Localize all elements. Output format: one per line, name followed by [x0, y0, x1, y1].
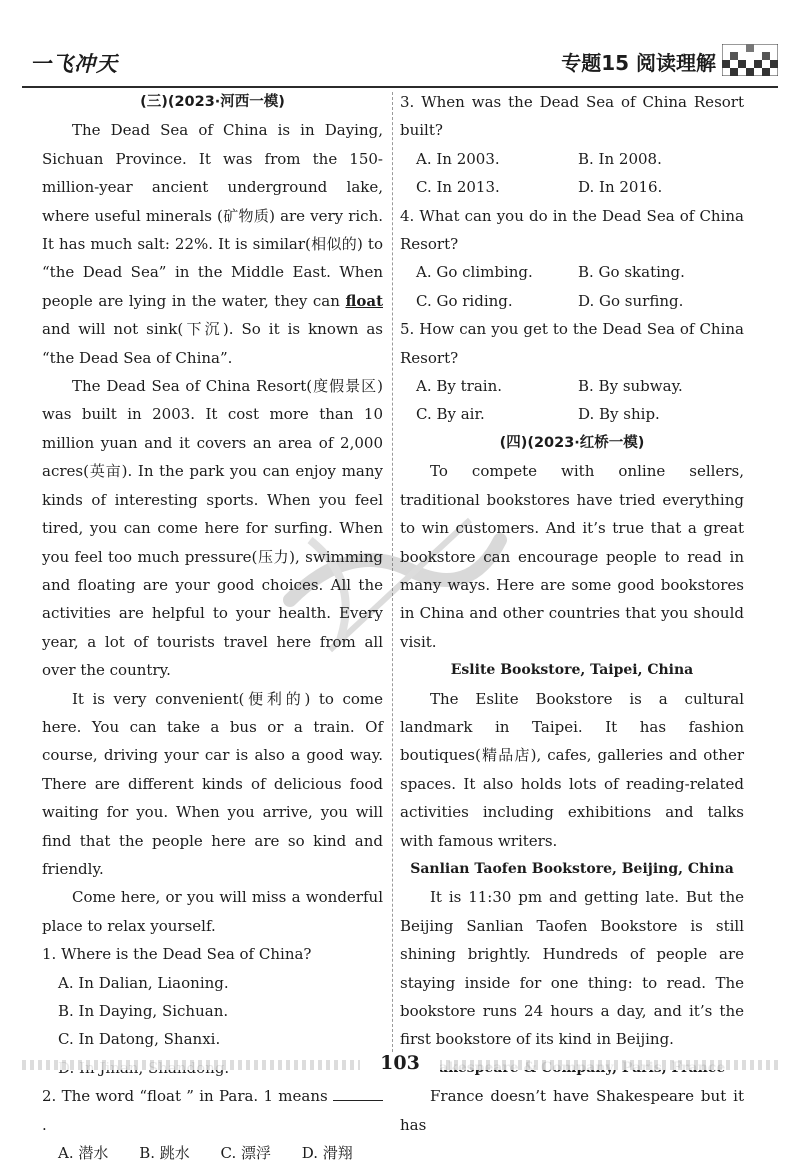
section-title: (四)(2023·红桥一模) [499, 434, 645, 451]
right-column [400, 88, 744, 1139]
question-4: 4. What can you do in the Dead Sea of China Resort? [400, 206, 744, 254]
subheading: Sanlian Taofen Bookstore, Beijing, China [410, 860, 734, 877]
brand-logo: 一飞冲天 [30, 52, 118, 76]
page-number: 103 [360, 1052, 440, 1074]
section-title: (三)(2023·河西一模) [140, 94, 285, 110]
passage-paragraph: France doesn’t have Shakespeare but it has [400, 1087, 744, 1134]
question-1: 1. Where is the Dead Sea of China? [42, 945, 312, 964]
left-column [42, 88, 383, 1167]
page-header [22, 38, 778, 86]
passage-paragraph: It is 11:30 pm and getting late. But the Beijing Sanlian Taofen Bookstore is still shining brightly. Hundreds of people are staying inside for one thing: to read. The bookstore runs 24 hours a day, and it’s the first bookstore of its kind in Beijing. [400, 888, 744, 1049]
passage-paragraph: Come here, or you will miss a wonderful place to relax yourself. [42, 888, 383, 935]
option: A. In 2003. [416, 149, 500, 168]
passage-paragraph: The Eslite Bookstore is a cultural landmark in Taipei. It has fashion boutiques(精品店), cafes, galleries and other spaces. It also holds lots of reading-related activities including exhibitions and talks with famous writers. [400, 689, 744, 850]
option: C. In 2013. [416, 178, 500, 197]
option: C. In Datong, Shanxi. [58, 1030, 221, 1049]
option: B. In Daying, Sichuan. [58, 1002, 229, 1020]
option: B. 跳水 [139, 1144, 190, 1163]
subheading: Eslite Bookstore, Taipei, China [450, 662, 694, 679]
option: C. Go riding. [416, 291, 513, 310]
question-5: 5. How can you get to the Dead Sea of China Resort? [400, 320, 744, 367]
options-row [416, 173, 744, 201]
underlined-word: float [345, 291, 383, 310]
option: A. Go climbing. [416, 263, 533, 282]
option: A. 潜水 [58, 1144, 109, 1163]
option: A. In Dalian, Liaoning. [58, 973, 229, 992]
passage-paragraph: The Dead Sea of China Resort(度假景区) was built in 2003. It cost more than 10 million yuan and it covers an area of 2,000 acres(英亩). In the park you can enjoy many kinds of interesting sports. When you feel tired, you can come here for surfing. When you feel too much pressure(压力), swimming and floating are your good choices. All the activities are helpful to your health. Every year, a lot of tourists travel here from all over the country. [42, 377, 383, 680]
checker-pattern-icon [722, 44, 778, 76]
passage-paragraph: The Dead Sea of China is in Daying, Sichuan Province. It was from the 150-million-year ancient underground lake, where useful minerals (矿物质) are very rich. It has much salt: 22%. It is similar(相似的) to “the Dead Sea” in the Middle East. When people are lying in the water, they can float and will not sink(下沉). So it is known as “the Dead Sea of China”. [42, 121, 383, 367]
question-3: 3. When was the Dead Sea of China Resort built? [400, 93, 744, 140]
topic-title: 专题15 阅读理解 [561, 51, 716, 75]
option: A. By train. [416, 377, 503, 396]
option: B. By subway. [578, 377, 683, 396]
option: B. In 2008. [578, 149, 662, 168]
passage-paragraph: It is very convenient(便利的) to come here. You can take a bus or a train. Of course, driving your car is also a good way. There are different kinds of delicious food waiting for you. When you arrive, you will find that the people here are so kind and friendly. [42, 689, 383, 878]
option: D. 滑翔 [301, 1144, 353, 1163]
option: C. By air. [416, 405, 485, 424]
option: B. Go skating. [578, 263, 685, 282]
options-row [416, 287, 744, 315]
passage-paragraph: To compete with online sellers, traditional bookstores have tried everything to win customers. And it’s true that a great bookstore can encourage people to read in many ways. Here are some good bookstores in China and other countries that you should visit. [400, 462, 744, 651]
options-row [416, 372, 744, 400]
options-row [416, 145, 744, 173]
options-row [58, 1139, 383, 1167]
option: D. In 2016. [578, 178, 663, 197]
answer-blank [333, 1084, 383, 1101]
options-row [416, 400, 744, 428]
question-2: 2. The word “float ” in Para. 1 means . [42, 1082, 383, 1139]
option: C. 漂浮 [220, 1144, 271, 1163]
option: D. By ship. [578, 405, 660, 424]
option: D. Go surfing. [578, 291, 684, 310]
options-row [416, 258, 744, 286]
